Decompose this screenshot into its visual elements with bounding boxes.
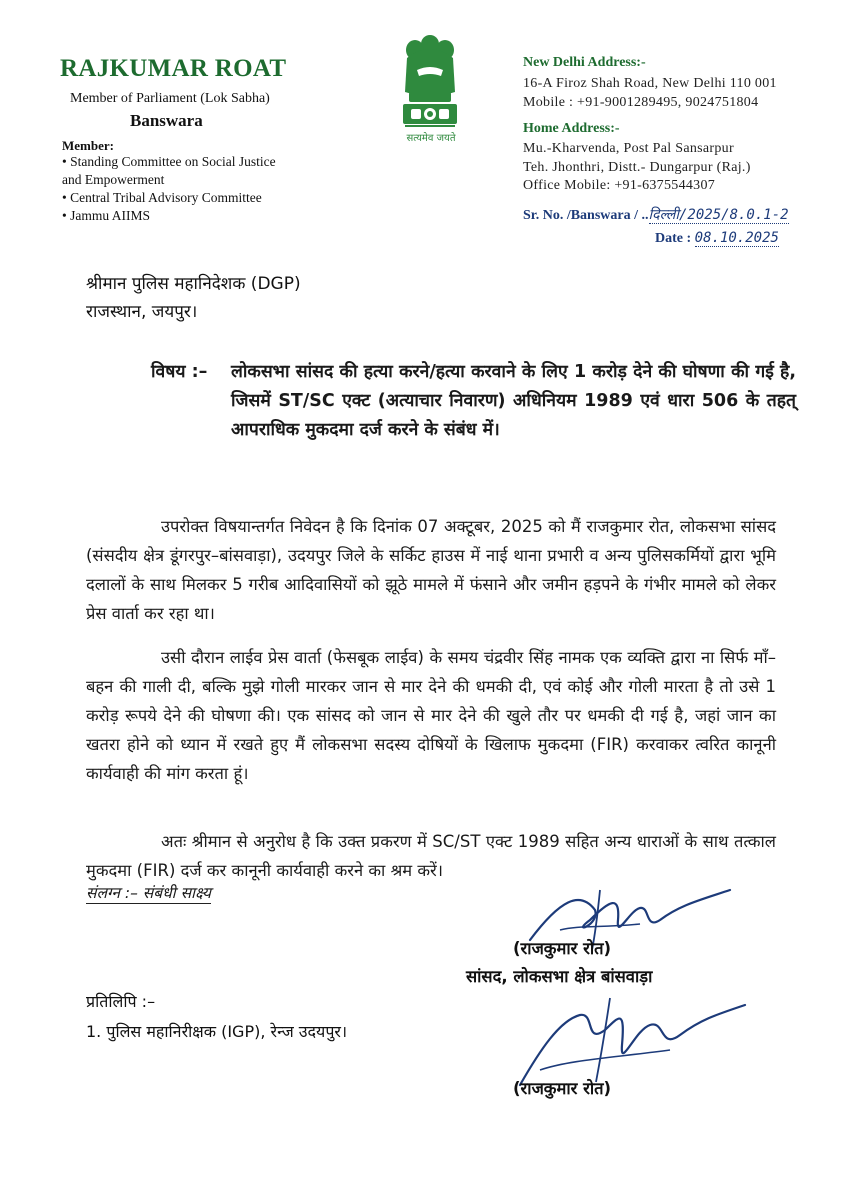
serial-number [523, 205, 789, 224]
subject-text: लोकसभा सांसद की हत्या करने/हत्या करवाने के लिए 1 करोड़ देने की घोषणा की गई है, जिसमें ST/SC एक्ट (अत्याचार निवारण) अधिनियम 1989 एवं धारा 506 के तहत् आपराधिक मुकदमा दर्ज करने के संबंध में। [231, 362, 796, 440]
enclosure-note: संलग्न :– संबंधी साक्ष्य [86, 884, 211, 902]
membership-list [62, 153, 332, 225]
home-address-line: Teh. Jhonthri, Distt.- Dungarpur (Raj.) [523, 160, 751, 175]
letter-date [655, 230, 779, 247]
member-heading: Member: [62, 138, 114, 153]
addressee-line: श्रीमान पुलिस महानिदेशक (DGP) [86, 274, 301, 294]
letterhead-constituency: Banswara [130, 111, 203, 130]
home-address-line: Mu.-Kharvenda, Post Pal Sansarpur [523, 141, 734, 156]
office-mobile: Office Mobile: +91-6375544307 [523, 178, 716, 193]
delhi-address-heading: New Delhi Address:- [523, 55, 646, 70]
addressee-block [86, 270, 301, 326]
delhi-address-line: 16-A Firoz Shah Road, New Delhi 110 001 [523, 76, 777, 91]
copy-to-heading: प्रतिलिपि :– [86, 992, 156, 1011]
body-paragraph: उपरोक्त विषयान्तर्गत निवेदन है कि दिनांक 07 अक्टूबर, 2025 को मैं राजकुमार रोत, लोकसभा सांसद (संसदीय क्षेत्र डूंगरपुर–बांसवाड़ा), उदयपुर जिले के सर्किट हाउस में नाई थाना प्रभारी व अन्य पुलिसकर्मियों द्वारा भूमि दलालों के साथ मिलकर 5 गरीब आदिवासियों को झूठे मामले में फंसाने और जमीन हड़पने के गंभीर मामले को लेकर प्रेस वार्ता कर रहा था। [86, 517, 776, 623]
signer-name: (राजकुमार रोत) [513, 939, 612, 958]
addressee-line: राजस्थान, जयपुर। [86, 302, 198, 322]
membership-item: and Empowerment [62, 172, 165, 187]
emblem-motto: सत्यमेव जयते [406, 133, 456, 144]
signer-title: सांसद, लोकसभा क्षेत्र बांसवाड़ा [466, 967, 653, 986]
membership-item: • Standing Committee on Social Justice [62, 154, 276, 169]
serial-number-value: दिल्ली/2025/8.0.1-2 [648, 207, 789, 223]
subject-label: विषय :– [151, 362, 208, 382]
serial-number-label: Sr. No. /Banswara / .. [523, 208, 649, 223]
delhi-mobile: Mobile : +91-9001289495, 9024751804 [523, 95, 759, 110]
date-label: Date : [655, 231, 695, 246]
body-paragraph: उसी दौरान लाईव प्रेस वार्ता (फेसबूक लाईव) के समय चंद्रवीर सिंह नामक एक व्यक्ति द्वारा ना सिर्फ माँ–बहन की गाली दी, बल्कि मुझे गोली मारकर जान से मार देने की धमकी दी, एवं कोई और गोली मारता है तो उसे 1 करोड़ रूपये देने की घोषणा की। एक सांसद को जान से मार देने की खुले तौर पर धमकी दी गई है, जहां जान का खतरा होने को ध्यान में रखते हुए मैं लोकसभा सदस्य दोषियों के खिलाफ मुकदमा (FIR) करवाकर त्वरित कानूनी कार्यवाही की मांग करता हूं। [86, 648, 776, 783]
date-value: 08.10.2025 [694, 230, 779, 246]
membership-item: • Central Tribal Advisory Committee [62, 190, 262, 205]
national-emblem [395, 30, 465, 148]
membership-item: • Jammu AIIMS [62, 208, 150, 223]
home-address-heading: Home Address:- [523, 121, 620, 136]
body-paragraph: अतः श्रीमान से अनुरोध है कि उक्त प्रकरण में SC/ST एक्ट 1989 सहित अन्य धाराओं के साथ तत्काल मुकदमा (FIR) दर्ज कर कानूनी कार्यवाही करने का श्रम करें। [86, 832, 776, 880]
copy-to-item: 1. पुलिस महानिरीक्षक (IGP), रेन्ज उदयपुर। [86, 1022, 348, 1041]
letterhead-role: Member of Parliament (Lok Sabha) [70, 91, 270, 106]
letterhead-name: RAJKUMAR ROAT [60, 55, 287, 82]
copy-signer-name: (राजकुमार रोत) [513, 1079, 612, 1098]
